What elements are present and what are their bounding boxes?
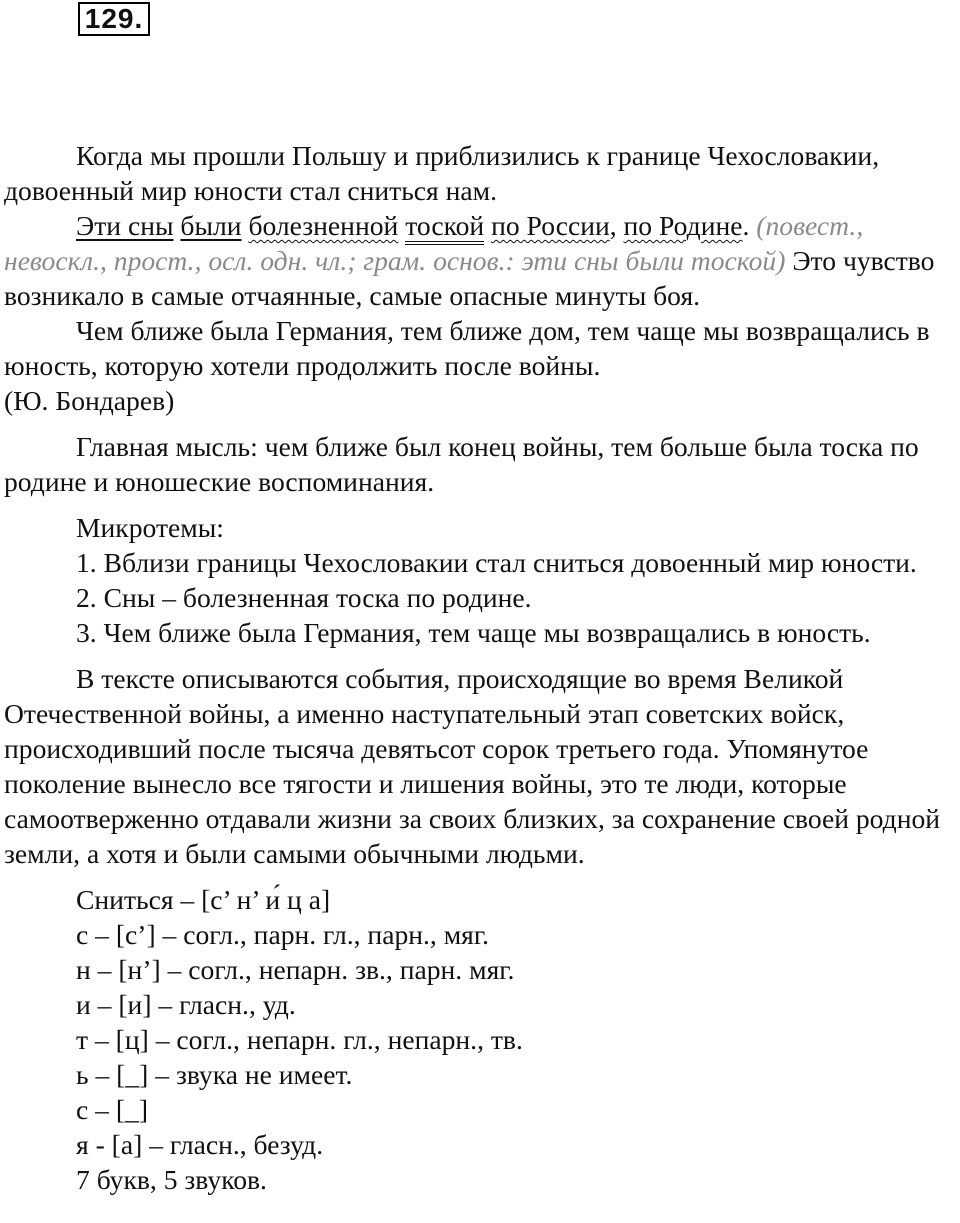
author-credit: (Ю. Бондарев)	[4, 385, 175, 416]
source-text	[4, 138, 958, 418]
text-paragraph-3: Чем ближе была Германия, тем ближе дом, тем чаще мы возвращались в юность, которую хотели продолжить после войны.	[4, 315, 930, 381]
predicate-part-2: тоской	[405, 210, 484, 245]
subject-underlined: Эти сны	[76, 210, 174, 241]
homogeneous-member-2: по Родине	[623, 210, 743, 241]
microtheme-item: 1. Вблизи границы Чехословакии стал сниться довоенный мир юности.	[76, 547, 917, 578]
context-paragraph: В тексте описываются события, происходящие во время Великой Отечественной войны, а именно наступательный этап советских войск, происходивший после тысяча девятьсот сорок третьего года. Упомянутое поколение вынесло все тягости и лишения войны, это те люди, которые самоотверженно отдавали жизни за своих близких, за сохранение своей родной земли, а хотя и были самыми обычными людьми.	[4, 663, 941, 869]
phonetic-line: я - [а] – гласн., безуд.	[76, 1129, 324, 1160]
exercise-number: 129.	[78, 2, 150, 36]
homogeneous-member-1: по России	[491, 210, 610, 241]
phonetic-line: т – [ц] – согл., непарн. гл., непарн., тв.	[76, 1024, 523, 1055]
phonetic-line: с – [с’] – согл., парн. гл., парн., мяг.	[76, 919, 489, 950]
microtheme-item: 2. Сны – болезненная тоска по родине.	[76, 582, 532, 613]
phonetic-line: и – [и] – гласн., уд.	[76, 989, 296, 1020]
microthemes	[4, 510, 958, 650]
text-paragraph-2	[4, 208, 958, 313]
main-idea: Главная мысль: чем ближе был конец войны, тем больше была тоска по родине и юношеские воспоминания.	[4, 431, 919, 497]
phonetic-line: Сниться – [с’ н’ и́ ц а]	[76, 884, 331, 915]
document-content	[4, 138, 958, 1197]
predicate-part-1: были	[180, 210, 242, 241]
period: .	[742, 210, 757, 241]
phonetic-line: с – [_]	[76, 1094, 149, 1125]
phonetic-line: ь – [_] – звука не имеет.	[76, 1059, 353, 1090]
phonetic-line: н – [н’] – согл., непарн. зв., парн. мяг.	[76, 954, 515, 985]
microtheme-item: 3. Чем ближе была Германия, тем чаще мы возвращались в юность.	[76, 617, 871, 648]
microthemes-title: Микротемы:	[76, 512, 224, 543]
phonetic-analysis	[4, 882, 958, 1197]
sentence-analysis-note: (повест., невоскл., прост., осл. одн. чл.; грам. основ.: эти сны были тоской)	[4, 210, 864, 276]
phonetic-line: 7 букв, 5 звуков.	[76, 1164, 267, 1195]
comma: ,	[609, 210, 624, 241]
text-paragraph-1: Когда мы прошли Польшу и приблизились к границе Чехословакии, довоенный мир юности стал сниться нам.	[4, 140, 880, 206]
paragraph-rest: Это чувство возникало в самые отчаянные, самые опасные минуты боя.	[4, 245, 935, 311]
modifier-wavy: болезненной	[248, 210, 399, 241]
